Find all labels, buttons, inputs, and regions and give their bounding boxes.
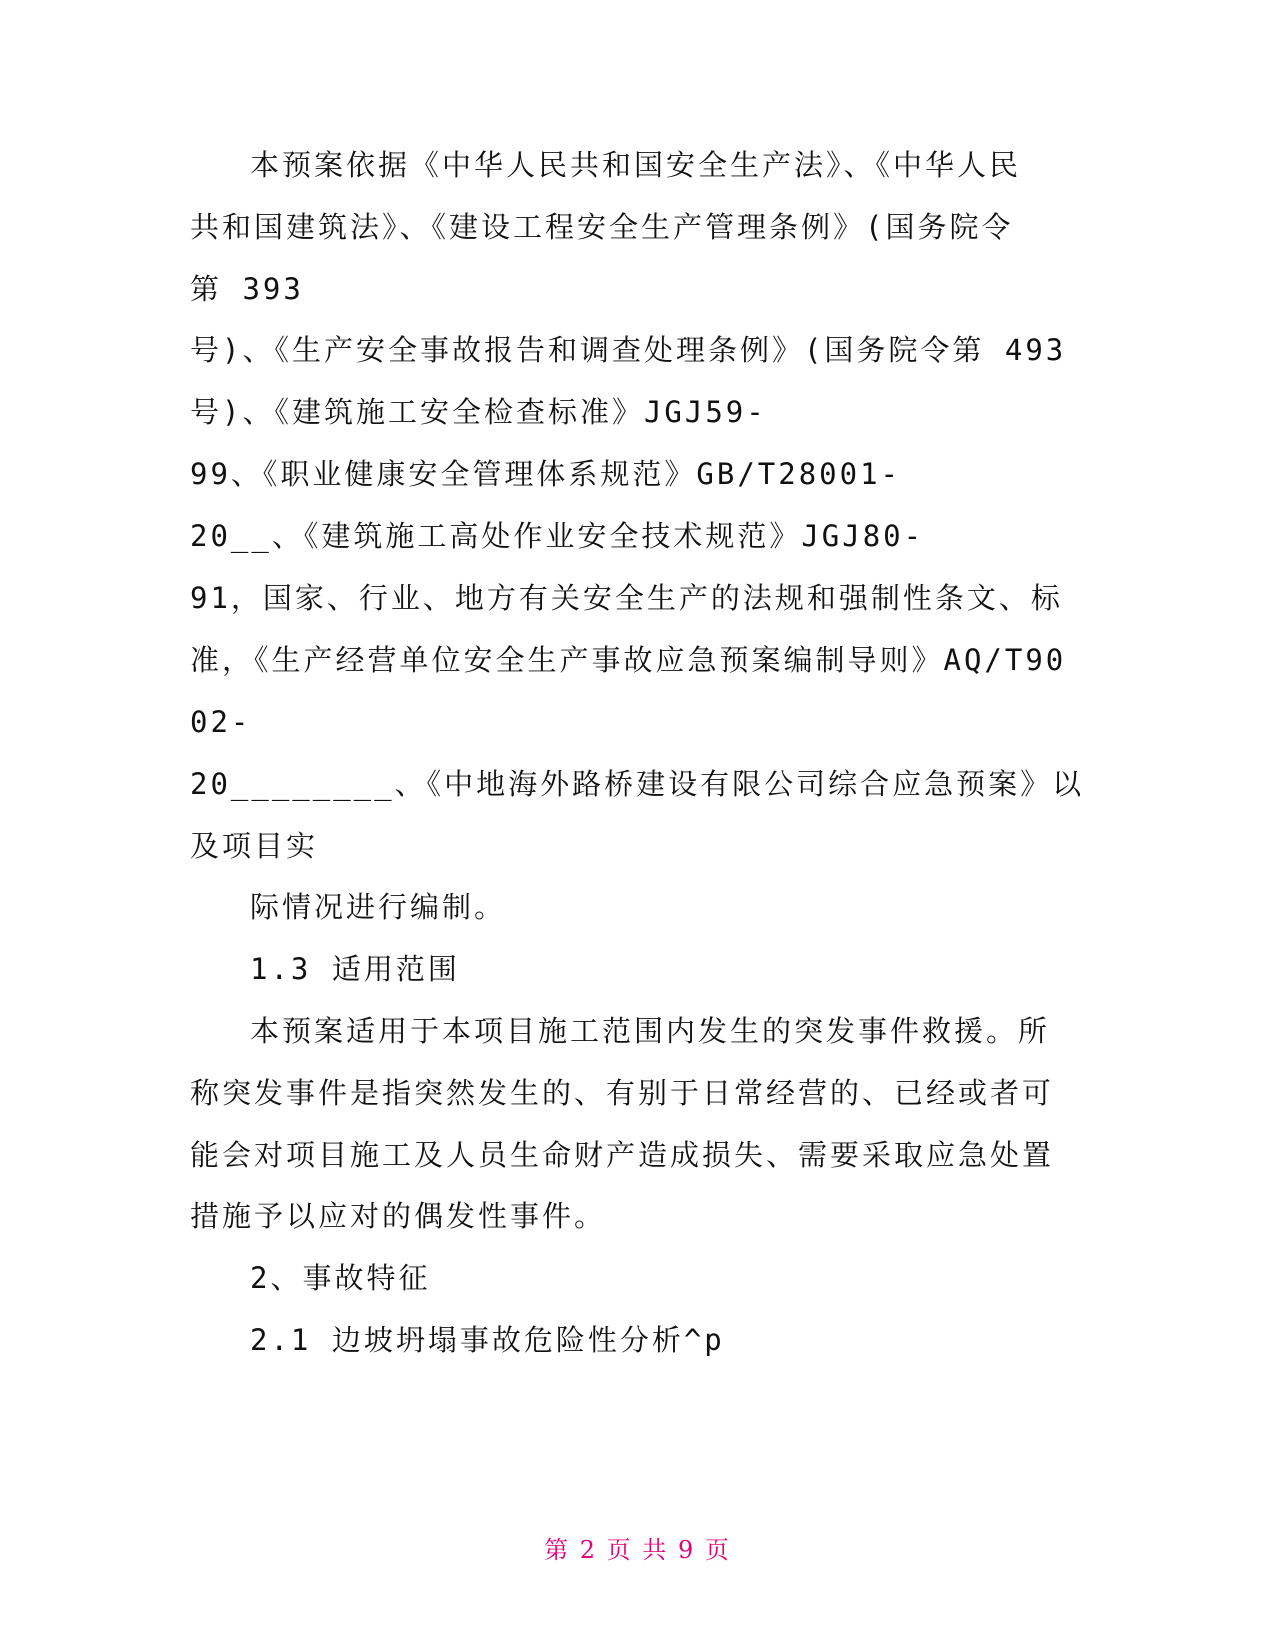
body-line: 20________、《中地海外路桥建设有限公司综合应急预案》以 <box>190 767 1085 801</box>
body-line: 共和国建筑法》、《建设工程安全生产管理条例》(国务院令 <box>190 210 1014 244</box>
body-line: 能会对项目施工及人员生命财产造成损失、需要采取应急处置 <box>190 1138 1055 1172</box>
body-line: 99、《职业健康安全管理体系规范》GB/T28001- <box>190 457 902 491</box>
section-heading: 2.1 边坡坍塌事故危险性分析^p <box>250 1323 725 1357</box>
body-line: 准，《生产经营单位安全生产事故应急预案编制导则》AQ/T90 <box>190 643 1067 677</box>
body-line: 号)、《生产安全事故报告和调查处理条例》(国务院令第 493 <box>190 333 1067 367</box>
page-number-footer: 第 2 页 共 9 页 <box>544 1536 731 1564</box>
body-line: 及项目实 <box>190 829 319 863</box>
body-line: 号)、《建筑施工安全检查标准》JGJ59- <box>190 395 767 429</box>
body-line: 措施予以应对的偶发性事件。 <box>190 1199 607 1233</box>
section-heading: 1.3 适用范围 <box>250 952 460 986</box>
body-line: 本预案适用于本项目施工范围内发生的突发事件救援。所 <box>250 1014 1051 1048</box>
body-line: 称突发事件是指突然发生的、有别于日常经营的、已经或者可 <box>190 1076 1055 1110</box>
body-line: 际情况进行编制。 <box>250 890 507 924</box>
body-line: 91，国家、行业、地方有关安全生产的法规和强制性条文、标 <box>190 581 1063 615</box>
body-line: 本预案依据《中华人民共和国安全生产法》、《中华人民 <box>250 148 1022 182</box>
body-line: 02- <box>190 705 252 739</box>
body-line: 第 393 <box>190 272 304 306</box>
body-line: 20__、《建筑施工高处作业安全技术规范》JGJ80- <box>190 519 925 553</box>
section-heading: 2、事故特征 <box>250 1261 431 1295</box>
